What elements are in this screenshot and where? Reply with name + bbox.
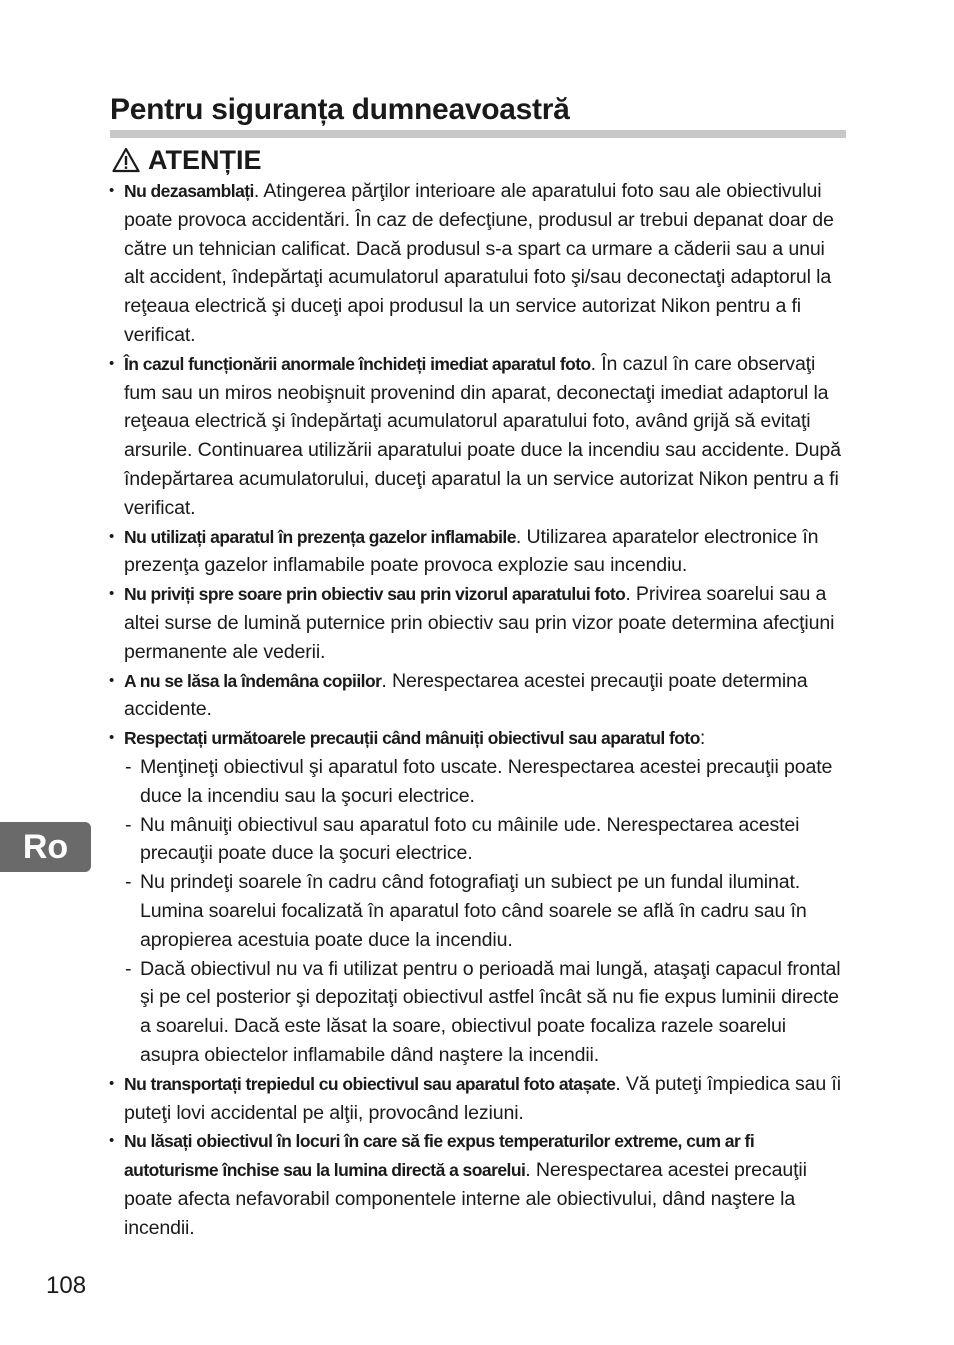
list-item: • În cazul funcționării anormale închideți imediat aparatul foto. În cazul în care observaţi fum sau un miros neobişnuit provenind din aparat, deconectaţi imediat adaptorul la reţeaua electrică şi îndepărtaţi acumulatorul aparatului foto, având grijă să evitaţi arsurile. Continuarea utilizării aparatului poate duce la incendiu sau accidente. După îndepărtarea acumulatorului, duceţi aparatul la un service autorizat Nikon pentru a fi verificat.	[108, 350, 846, 523]
bullet: •	[109, 729, 115, 747]
page-number: 108	[46, 1272, 87, 1299]
warning-heading-text: ATENȚIE	[148, 145, 262, 175]
sub-list-item: - Nu prindeţi soarele în cadru când fotografiaţi un subiect pe un fundal iluminat. Lumina soarelui focalizată în aparatul foto când soarele se află în cadru sau în apropierea acestuia poate duce la incendiu.	[125, 871, 807, 951]
page-title: Pentru siguranța dumneavoastră	[110, 88, 846, 138]
list-item: • Nu priviți spre soare prin obiectiv sau prin vizorul aparatului foto. Privirea soarelui sau a altei surse de lumină puternice prin obiectiv sau prin vizor poate determina afecţiuni permanente ale vederii.	[108, 580, 846, 666]
bullet: •	[109, 1074, 115, 1092]
safety-list	[108, 177, 846, 1242]
list-item: • Nu transportați trepiedul cu obiectivul sau aparatul foto atașate. Vă puteţi împiedica sau îi puteţi lovi accidental pe alţii, provocând leziuni.	[108, 1070, 846, 1128]
warning-heading	[112, 142, 262, 178]
bullet: •	[109, 585, 115, 603]
list-item: • Nu utilizați aparatul în prezența gazelor inflamabile. Utilizarea aparatelor electronice în prezenţa gazelor inflamabile poate provoca explozie sau incendiu.	[108, 523, 846, 581]
bullet: •	[109, 527, 115, 545]
bullet: •	[109, 354, 115, 372]
sub-list-item: - Menţineţi obiectivul şi aparatul foto uscate. Nerespectarea acestei precauţii poate duce la incendiu sau la şocuri electrice.	[125, 755, 833, 807]
sub-list-item: - Dacă obiectivul nu va fi utilizat pentru o perioadă mai lungă, ataşaţi capacul frontal şi pe cel posterior şi depozitaţi obiectivul astfel încât să nu fie expus luminii directe a soarelui. Dacă este lăsat la soare, obiectivul poate focaliza razele soarelui asupra obiectelor inflamabile dând naştere la incendii.	[125, 957, 841, 1066]
language-tab: Ro	[0, 822, 91, 872]
list-item: • Nu dezasamblați. Atingerea părţilor interioare ale aparatului foto sau ale obiectivului poate provoca accidentări. În caz de defecţiune, produsul ar trebui depanat doar de către un tehnician calificat. Dacă produsul s-a spart ca urmare a căderii sau a unui alt accident, îndepărtaţi acumulatorul aparatului foto şi/sau deconectaţi adaptorul la reţeaua electrică şi duceţi apoi produsul la un service autorizat Nikon pentru a fi verificat.	[108, 177, 846, 350]
bullet: •	[109, 182, 115, 199]
warning-triangle-icon	[112, 147, 140, 173]
sub-list-item: - Nu mânuiţi obiectivul sau aparatul foto cu mâinile ude. Nerespectarea acestei precauţii poate duce la şocuri electrice.	[125, 813, 800, 865]
list-item: • Nu lăsați obiectivul în locuri în care să fie expus temperaturilor extreme, cum ar fi autoturisme închise sau la lumina directă a soarelui. Nerespectarea acestei precauţii poate afecta nefavorabil componentele interne ale obiectivului, dând naştere la incendii.	[108, 1127, 846, 1242]
bullet: •	[109, 671, 115, 689]
list-item: • Respectați următoarele precauții când mânuiți obiectivul sau aparatul foto:	[108, 724, 846, 753]
list-item: • A nu se lăsa la îndemâna copiilor. Nerespectarea acestei precauţii poate determina accidente.	[108, 667, 846, 725]
bullet: •	[109, 1132, 115, 1150]
